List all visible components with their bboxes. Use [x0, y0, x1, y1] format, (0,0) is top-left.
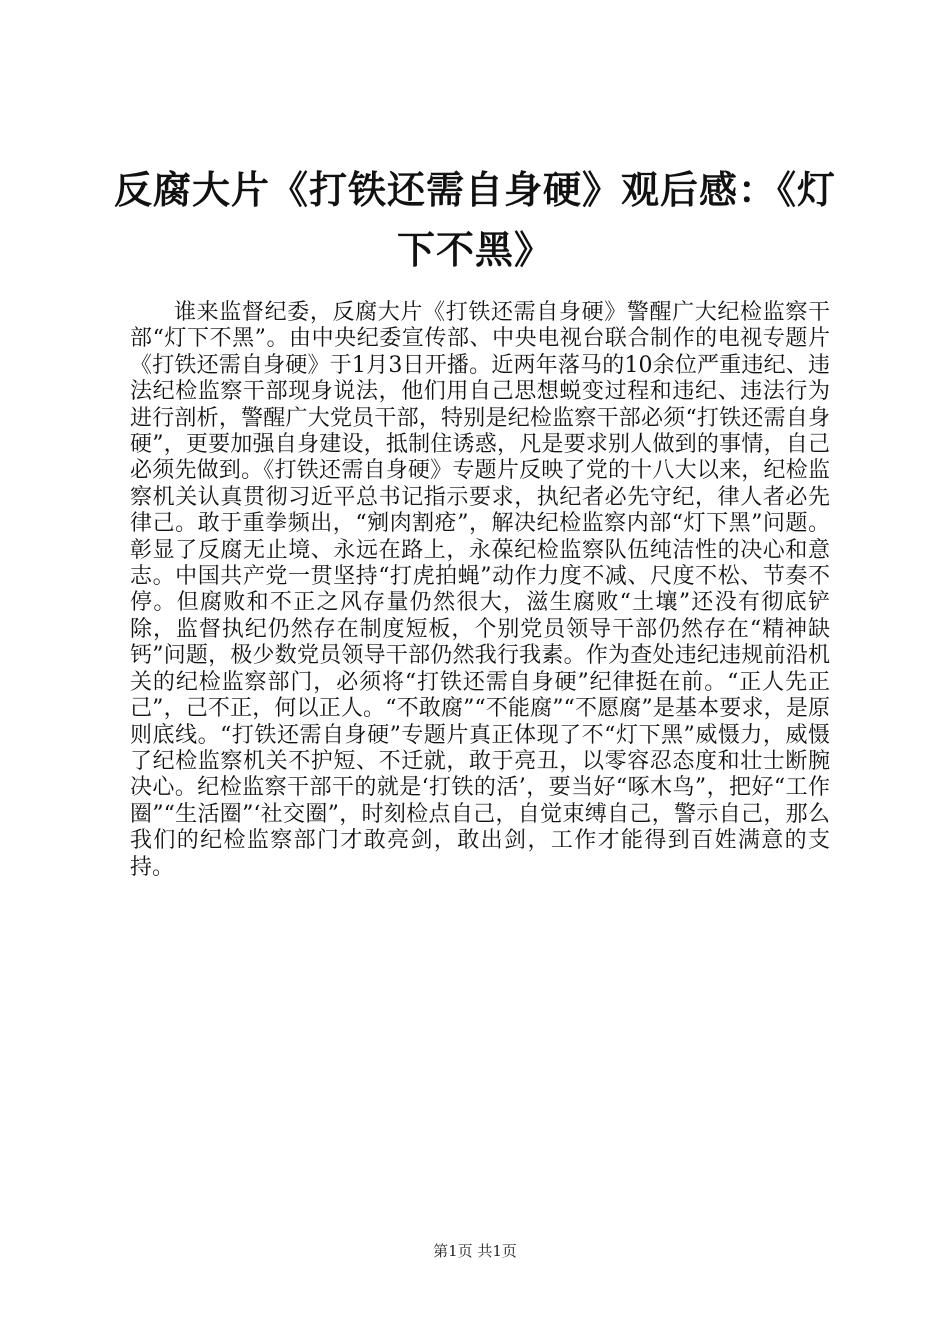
page-number-footer: 第1页 共1页: [433, 1242, 517, 1260]
document-body-paragraph: 谁来监督纪委，反腐大片《打铁还需自身硬》警醒广大纪检监察干部“灯下不黑”。由中央纪委宣传部、中央电视台联合制作的电视专题片《打铁还需自身硬》于1月3日开播。近两年落马的10余位严重违纪、违法纪检监察干部现身说法，他们用自己思想蜕变过程和违纪、违法行为进行剖析，警醒广大党员干部，特别是纪检监察干部必须“打铁还需自身硬”，更要加强自身建设，抵制住诱惑，凡是要求别人做到的事情，自己必须先做到。《打铁还需自身硬》专题片反映了党的十八大以来，纪检监察机关认真贯彻习近平总书记指示要求，执纪者必先守纪，律人者必先律己。敢于重拳频出，“剜肉割疮”，解决纪检监察内部“灯下黑”问题。彰显了反腐无止境、永远在路上，永葆纪检监察队伍纯洁性的决心和意志。中国共产党一贯坚持“打虎拍蝇”动作力度不减、尺度不松、节奏不停。但腐败和不正之风存量仍然很大，滋生腐败“土壤”还没有彻底铲除，监督执纪仍然存在制度短板，个别党员领导干部仍然存在“精神缺钙”问题，极少数党员领导干部仍然我行我素。作为查处违纪违规前沿机关的纪检监察部门，必须将“打铁还需自身硬”纪律挺在前。“正人先正己”，己不正，何以正人。“不敢腐”“不能腐”“不愿腐”是基本要求，是原则底线。“打铁还需自身硬”专题片真正体现了不“灯下黑”威慑力，威慑了纪检监察机关不护短、不迁就，敢于亮丑，以零容忍态度和壮士断腕决心。纪检监察干部干的就是‘打铁的活’，要当好“啄木鸟”，把好“工作圈”“生活圈”‘社交圈”，时刻检点自己，自觉束缚自己，警示自己，那么我们的纪检监察部门才敢亮剑，敢出剑，工作才能得到百姓满意的支持。: [130, 300, 830, 880]
document-title: 反腐大片《打铁还需自身硬》观后感：《灯下不黑》: [113, 167, 836, 272]
